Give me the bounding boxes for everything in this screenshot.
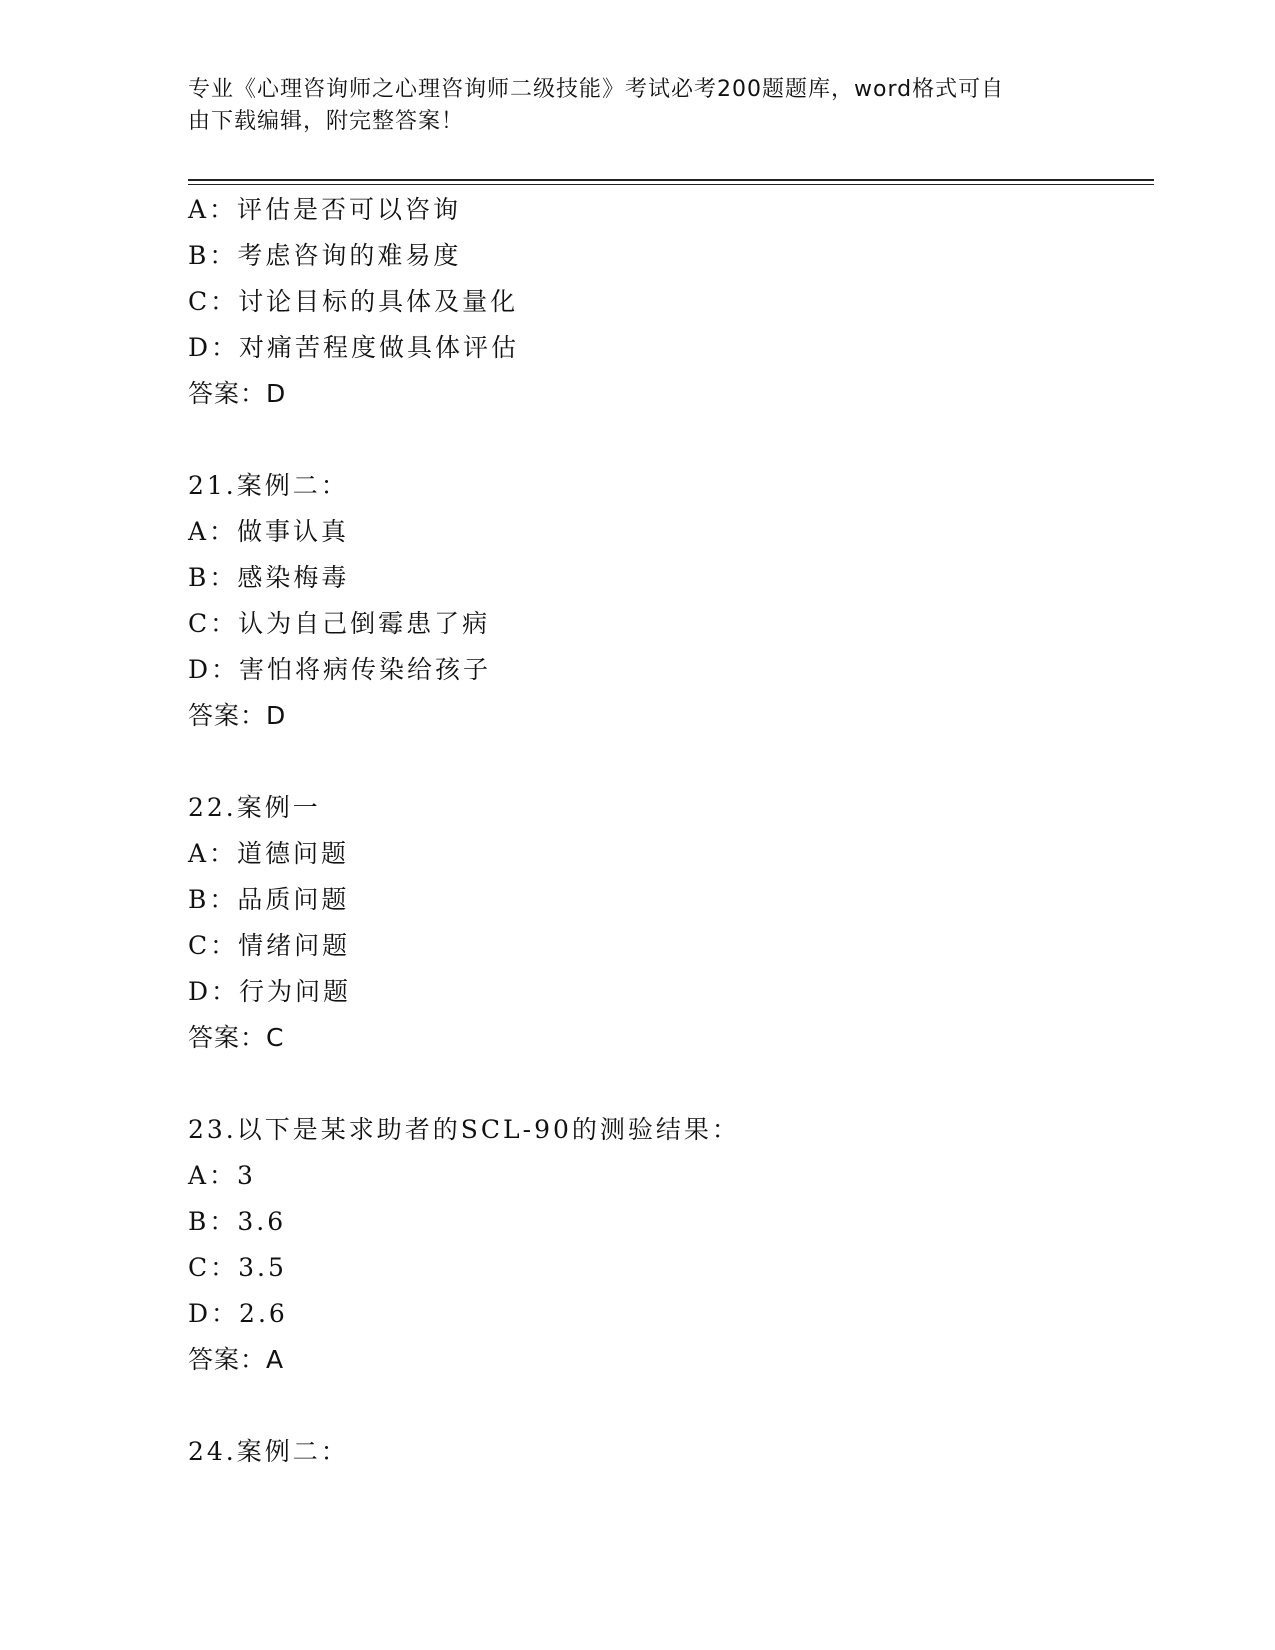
question-block-22 [188,785,1148,1061]
answer-line: 答案：C [188,1023,285,1052]
option-b: B：品质问题 [188,885,350,914]
option-b: B：3.6 [188,1207,287,1236]
option-d: D：2.6 [188,1299,288,1328]
option-c: C：情绪问题 [188,931,351,960]
question-block-21 [188,463,1148,739]
option-b: B：考虑咨询的难易度 [188,241,462,270]
option-a: A：道德问题 [188,839,350,868]
option-d: D：害怕将病传染给孩子 [188,655,492,684]
option-d: D：行为问题 [188,977,352,1006]
spacer [188,1061,1148,1107]
option-a: A：评估是否可以咨询 [188,195,462,224]
option-b: B：感染梅毒 [188,563,350,592]
question-block-continued [188,187,1148,417]
option-c: C：认为自己倒霉患了病 [188,609,491,638]
header-divider-thick [188,179,1154,181]
question-list [188,187,1148,1475]
question-text: 23.以下是某求助者的SCL-90的测验结果： [188,1115,740,1144]
option-c: C：3.5 [188,1253,287,1282]
header-divider-thin [188,184,1154,185]
option-c: C：讨论目标的具体及量化 [188,287,519,316]
option-a: A：做事认真 [188,517,350,546]
spacer [188,739,1148,785]
option-d: D：对痛苦程度做具体评估 [188,333,520,362]
document-header [188,74,1068,138]
question-text: 22.案例一 [188,793,321,822]
answer-line: 答案：D [188,379,287,408]
question-text: 21.案例二： [188,471,349,500]
question-block-23 [188,1107,1148,1383]
spacer [188,417,1148,463]
spacer [188,1383,1148,1429]
question-block-24 [188,1429,1148,1475]
question-text: 24.案例二： [188,1437,349,1466]
answer-line: 答案：D [188,701,287,730]
header-line-2: 由下载编辑，附完整答案！ [188,109,465,134]
header-line-1: 专业《心理咨询师之心理咨询师二级技能》考试必考200题题库，word格式可自 [188,77,1005,102]
answer-line: 答案：A [188,1345,285,1374]
option-a: A：3 [188,1161,256,1190]
